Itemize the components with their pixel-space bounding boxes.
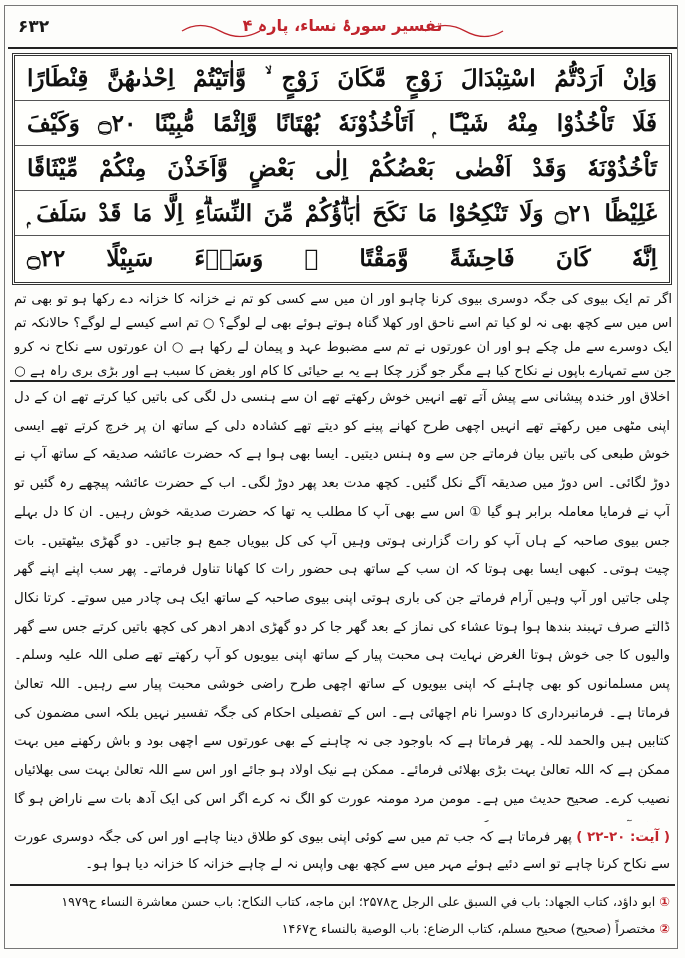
verse-line: غَلِيْظًا ۝۲۱ وَلَا تَنْكِحُوْا مَا نَكَحَ اٰبَاۗؤُكُمْ مِّنَ النِّسَاۗءِ اِلَّا مَا قَدْ سَلَفَ ۭ xyxy=(15,191,669,236)
translation-text: اگر تم ایک بیوی کی جگہ دوسری بیوی کرنا چاہو اور ان میں سے کسی کو تم نے خزانہ کا خزانہ دے رکھا ہو تو بھی تم اس میں سے کچھ بھی نہ لو کیا تم اسے ناحق اور کھلا گناہ ہوتے ہوئے بھی لے لوگے؟ ○ تم اسے کیسے لے لوگے؟ حالانکہ تم ایک دوسرے سے مل چکے ہو اور ان عورتوں نے تم سے مضبوط عہد و پیمان لے رکھا ہے ○ ان عورتوں سے نکاح نہ کرو جن سے تمہارے باپوں نے نکاح کیا ہے مگر جو گزر چکا ہے یہ بے حیائی کا کام اور بغض کا سبب ہے اور بڑی بری راہ ہے ○ xyxy=(14,292,672,378)
page-header xyxy=(0,14,685,48)
ayat-commentary xyxy=(14,824,670,878)
page-number: ۶۳۲ xyxy=(18,17,50,37)
footnote-divider xyxy=(10,884,675,886)
ayat-reference: ( آیت: ۲۰-۲۲ ) xyxy=(576,830,670,845)
ayat-commentary-text: پھر فرماتا ہے کہ جب تم میں سے کوئی اپنی بیوی کو طلاق دینا چاہے اور اس کی جگہ دوسری عورت سے نکاح کرنا چاہے تو اسے دئیے ہوئے مہر میں سے کچھ بھی واپس نہ لے چاہے خزانہ کا خزانہ دیا ہوا ہو۔ xyxy=(14,830,670,872)
verse-line: فَلَا تَاْخُذُوْا مِنْهُ شَيْـًٔا ۭ اَتَاْخُذُوْنَهٗ بُهْتَانًا وَّاِثْمًا مُّبِيْنًا ۝۲۰ وَكَيْفَ xyxy=(15,101,669,146)
footnote-marker: ① xyxy=(659,894,670,909)
verse-line: اِنَّهٗ كَانَ فَاحِشَةً وَّمَقْتًا ۭ وَسَاۗءَ سَبِيْلًا ۝۲۲ xyxy=(27,245,657,272)
footnote-text: مختصراً (صحیح) صحیح مسلم، کتاب الرضاع: باب الوصية بالنساء ح۱۴۶۷ xyxy=(281,921,656,936)
quran-verse-box xyxy=(12,53,672,285)
verse-line: تَاْخُذُوْنَهٗ وَقَدْ اَفْضٰى بَعْضُكُمْ اِلٰى بَعْضٍ وَّاَخَذْنَ مِنْكُمْ مِّيْثَاقًا xyxy=(15,146,669,191)
footnotes xyxy=(14,888,670,944)
verse-line: وَاِنْ اَرَدْتُّمُ اسْتِبْدَالَ زَوْجٍ مَّكَانَ زَوْجٍ ۙ وَّاٰتَيْتُمْ اِحْدٰىهُنَّ قِنْطَارًا xyxy=(15,56,669,101)
header-divider xyxy=(8,47,677,49)
footnote-item xyxy=(14,915,670,942)
footnote-marker: ② xyxy=(659,921,670,936)
commentary-paragraph: اخلاق اور خندہ پیشانی سے پیش آتے تھے انہیں خوش رکھتے تھے ان سے ہنسی دل لگی کی باتیں کیا کرتے تھے ان کے دل اپنی مٹھی میں رکھتے تھے انہیں اچھی طرح کھانے پینے کو دیتے تھے کشادہ دلی کے ساتھ ان پر خرچ کرتے تھے ایسی خوش طبعی کی باتیں بیان فرماتے جن سے وہ ہنس دیتیں۔ ایسا بھی ہوا ہے کہ حضرت عائشہ صدیقہ کے ساتھ آپ نے دوڑ لگائی۔ اس دوڑ میں صدیقہ آگے نکل گئیں۔ کچھ مدت بعد پھر دوڑ لگی۔ اب کے حضرت عائشہ پیچھے رہ گئیں تو آپ نے فرمایا معاملہ برابر ہو گیا ① اس سے بھی آپ کا مطلب یہ تھا کہ حضرت صدیقہ خوش رہیں۔ ان کا دل بہلے جس بیوی صاحبہ کے ہاں آپ کو رات گزارنی ہوتی وہیں آپ کی کل بیویاں جمع ہو جاتیں۔ دو گھڑی بیٹھتیں۔ بات چیت ہوتی۔ کبھی ایسا بھی ہوتا کہ ان سب کے ساتھ ہی حضور رات کا کھانا تناول فرماتے۔ پھر سب اپنے اپنے گھر چلی جاتیں اور آپ وہیں آرام فرماتے جن کی باری ہوتی اپنی بیوی صاحبہ کے ساتھ ایک ہی چادر میں سوتے۔ کرتا نکال ڈالتے صرف تہبند بندھا ہوا ہوتا عشاء کی نماز کے بعد گھر جا کر دو گھڑی ادھر ادھر کی کچھ باتیں کرتے جس سے گھر والیوں کا جی خوش ہوتا الغرض نہایت ہی محبت پیار کے ساتھ اپنی بیویوں کو آپ رکھتے تھے صلی اللہ علیہ وسلم۔ پس مسلمانوں کو بھی چاہئے کہ اپنی بیویوں کے ساتھ اچھی طرح راضی خوشی محبت پیار سے رہیں۔ اللہ تعالیٰ فرماتا ہے۔ فرمانبرداری کا دوسرا نام اچھائی ہے۔ اس کے تفصیلی احکام کی جگہ تفسیر نہیں بلکہ اسی مضمون کی کتابیں ہیں والحمد للہ۔ پھر فرماتا ہے کہ باوجود جی نہ چاہنے کے بھی عورتوں سے اچھی بود و باش رکھنے میں بہت ممکن ہے کہ اللہ تعالیٰ بہت بڑی بھلائی فرمائے۔ ممکن ہے نیک اولاد ہو جائے اور اس سے اللہ تعالیٰ بہت سی بھلائیاں نصیب کرے۔ صحیح حدیث میں ہے۔ مومن مرد مومنہ عورت کو الگ نہ کرے اگر اس کی ایک آدھ بات سے ناراض ہو گا xyxy=(14,390,670,807)
footnote-text: ابو داؤد، کتاب الجهاد: باب في السبق على الرجل ح۲۵۷۸؛ ابن ماجه، کتاب النکاح: باب حسن معاشرة النساء ح۱۹۷۹ xyxy=(61,894,656,909)
section-divider xyxy=(10,380,675,382)
running-title: تفسیر سورۂ نساء، پارہ ۴ xyxy=(242,16,443,35)
footnote-item xyxy=(14,888,670,915)
commentary-body xyxy=(14,384,670,822)
